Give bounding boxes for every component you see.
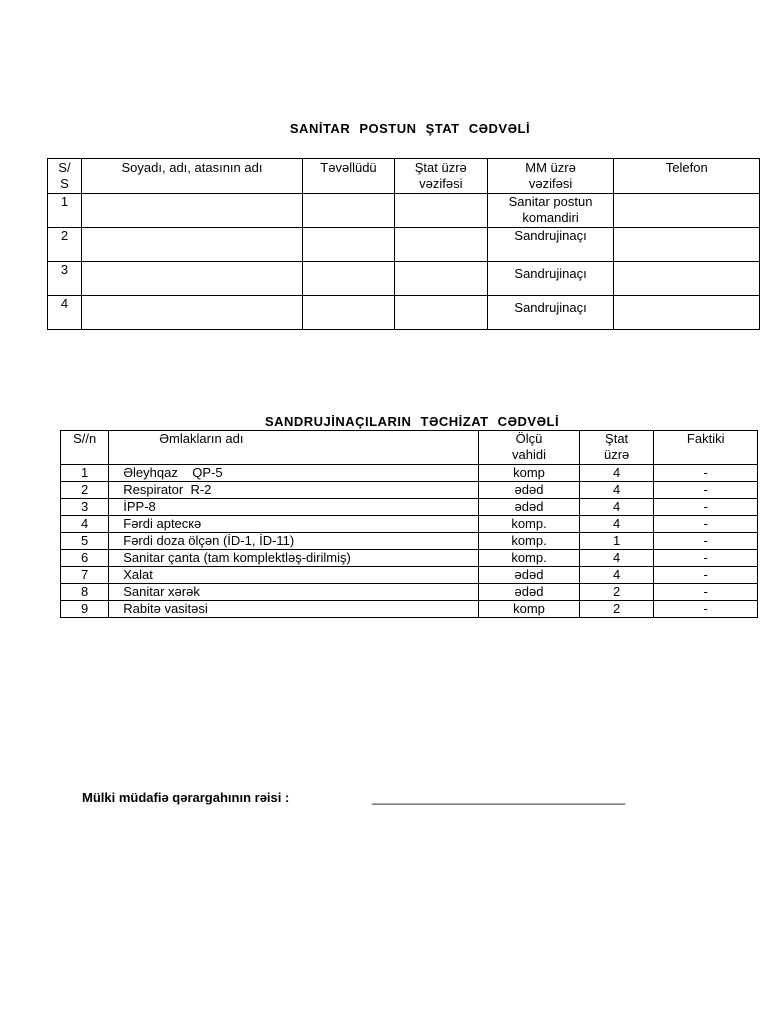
item-actual-qty: - xyxy=(654,601,758,618)
phone-cell xyxy=(614,194,760,228)
row-num: 4 xyxy=(61,516,109,533)
item-unit: komp. xyxy=(479,516,580,533)
item-staff-qty: 4 xyxy=(579,567,654,584)
birth-cell xyxy=(303,194,395,228)
row-num: 1 xyxy=(48,194,82,228)
name-cell xyxy=(81,262,302,296)
supply-table-title: SANDRUJİNAÇILARIN TƏCHİZAT CƏDVƏLİ xyxy=(264,414,560,429)
row-num: 3 xyxy=(48,262,82,296)
name-cell xyxy=(81,228,302,262)
item-name: Fərdi aptecкə xyxy=(109,516,479,533)
header-phone: Telefon xyxy=(614,159,760,194)
item-name: Sanitar çanta (tam komplektləş-dirilmiş) xyxy=(109,550,479,567)
item-staff-qty: 4 xyxy=(579,499,654,516)
item-staff-qty: 2 xyxy=(579,601,654,618)
header-birth: Təvəllüdü xyxy=(303,159,395,194)
table-row xyxy=(48,194,760,228)
header-unit: Ölçü vahidi xyxy=(479,431,580,465)
row-num: 8 xyxy=(61,584,109,601)
item-unit: ədəd xyxy=(479,567,580,584)
header-num: S/ S xyxy=(48,159,82,194)
name-cell xyxy=(81,194,302,228)
item-actual-qty: - xyxy=(654,567,758,584)
staff-table xyxy=(47,158,760,330)
phone-cell xyxy=(614,228,760,262)
header-item: Əmlakların adı xyxy=(109,431,479,465)
item-name: Respirator R-2 xyxy=(109,482,479,499)
row-num: 6 xyxy=(61,550,109,567)
item-unit: ədəd xyxy=(479,482,580,499)
item-name: Fərdi doza ölçən (İD-1, İD-11) xyxy=(109,533,479,550)
table-row xyxy=(48,262,760,296)
header-num: S//n xyxy=(61,431,109,465)
item-staff-qty: 1 xyxy=(579,533,654,550)
row-num: 5 xyxy=(61,533,109,550)
table-row xyxy=(61,550,758,567)
signature-label: Mülki müdafiə qərargahının rəisi : xyxy=(82,790,290,805)
staff-position-cell xyxy=(394,194,487,228)
item-actual-qty: - xyxy=(654,465,758,482)
table-row xyxy=(48,228,760,262)
table-row xyxy=(61,499,758,516)
supply-table-header xyxy=(61,431,758,465)
item-unit: komp xyxy=(479,465,580,482)
item-actual-qty: - xyxy=(654,584,758,601)
table-row xyxy=(61,516,758,533)
header-staff: Ştat üzrə xyxy=(579,431,654,465)
item-unit: komp xyxy=(479,601,580,618)
header-staff-position: Ştat üzrə vəzifəsi xyxy=(394,159,487,194)
staff-table-header xyxy=(48,159,760,194)
staff-position-cell xyxy=(394,296,487,330)
item-name: Sanitar xərək xyxy=(109,584,479,601)
staff-position-cell xyxy=(394,228,487,262)
item-unit: komp. xyxy=(479,533,580,550)
birth-cell xyxy=(303,262,395,296)
item-name: Rabitə vasitəsi xyxy=(109,601,479,618)
item-staff-qty: 4 xyxy=(579,550,654,567)
header-mm-position: MM üzrə vəzifəsi xyxy=(487,159,614,194)
item-actual-qty: - xyxy=(654,482,758,499)
table-row xyxy=(61,465,758,482)
table-row xyxy=(48,296,760,330)
item-staff-qty: 4 xyxy=(579,465,654,482)
signature-line[interactable]: ___________________________________ xyxy=(372,790,626,805)
supply-table xyxy=(60,430,758,618)
item-unit: ədəd xyxy=(479,499,580,516)
table-row xyxy=(61,533,758,550)
birth-cell xyxy=(303,228,395,262)
table-row xyxy=(61,601,758,618)
item-actual-qty: - xyxy=(654,516,758,533)
table-row xyxy=(61,567,758,584)
row-num: 2 xyxy=(61,482,109,499)
item-staff-qty: 4 xyxy=(579,482,654,499)
row-num: 1 xyxy=(61,465,109,482)
table-row xyxy=(61,584,758,601)
item-actual-qty: - xyxy=(654,550,758,567)
item-unit: ədəd xyxy=(479,584,580,601)
table-row xyxy=(61,482,758,499)
row-num: 9 xyxy=(61,601,109,618)
phone-cell xyxy=(614,262,760,296)
birth-cell xyxy=(303,296,395,330)
item-staff-qty: 4 xyxy=(579,516,654,533)
mm-position-cell: Sandrujinaçı xyxy=(487,296,614,330)
item-name: Əleyhqaz QP-5 xyxy=(109,465,479,482)
item-actual-qty: - xyxy=(654,499,758,516)
item-name: Xalat xyxy=(109,567,479,584)
mm-position-cell: Sandrujinaçı xyxy=(487,262,614,296)
mm-position-cell: Sandrujinaçı xyxy=(487,228,614,262)
item-unit: komp. xyxy=(479,550,580,567)
row-num: 3 xyxy=(61,499,109,516)
item-actual-qty: - xyxy=(654,533,758,550)
item-staff-qty: 2 xyxy=(579,584,654,601)
row-num: 7 xyxy=(61,567,109,584)
item-name: İPP-8 xyxy=(109,499,479,516)
staff-position-cell xyxy=(394,262,487,296)
phone-cell xyxy=(614,296,760,330)
row-num: 4 xyxy=(48,296,82,330)
staff-table-title: SANİTAR POSTUN ŞTAT CƏDVƏLİ xyxy=(289,121,531,136)
row-num: 2 xyxy=(48,228,82,262)
mm-position-cell: Sanitar postun komandiri xyxy=(487,194,614,228)
header-actual: Faktiki xyxy=(654,431,758,465)
header-name: Soyadı, adı, atasının adı xyxy=(81,159,302,194)
name-cell xyxy=(81,296,302,330)
